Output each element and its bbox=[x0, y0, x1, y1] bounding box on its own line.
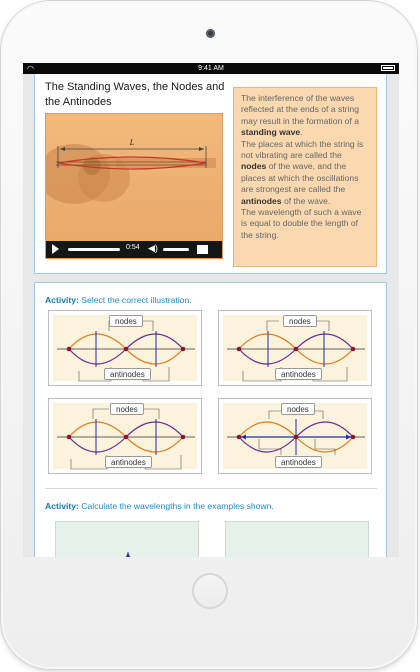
tablet-frame bbox=[1, 1, 417, 669]
seek-bar[interactable] bbox=[68, 248, 120, 251]
activity-text: Calculate the wavelengths in the examples shown. bbox=[81, 501, 274, 511]
play-icon[interactable] bbox=[52, 244, 59, 254]
lesson-title: The Standing Waves, the Nodes and the Antinodes bbox=[45, 81, 225, 108]
illustration-option-2[interactable] bbox=[218, 310, 372, 386]
example-1 bbox=[55, 521, 199, 557]
video-controls bbox=[46, 241, 222, 258]
activity-instruction bbox=[45, 501, 274, 511]
guitar-illustration bbox=[46, 114, 222, 242]
example-wave-diagram bbox=[56, 522, 199, 557]
info-term: antinodes bbox=[241, 195, 282, 206]
activity-prefix: Activity: bbox=[45, 295, 79, 305]
nodes-label: nodes bbox=[281, 403, 315, 415]
volume-icon[interactable]: ◀) bbox=[148, 243, 158, 253]
illustration-option-3[interactable] bbox=[48, 398, 202, 474]
video-player[interactable] bbox=[45, 113, 223, 259]
wifi-icon: ◠ bbox=[27, 64, 34, 73]
nodes-label: nodes bbox=[283, 315, 317, 327]
illustration-option-1[interactable] bbox=[48, 310, 202, 386]
illustration-option-4[interactable] bbox=[218, 398, 372, 474]
info-box bbox=[233, 87, 377, 267]
antinodes-label: antinodes bbox=[275, 368, 322, 380]
length-label: L bbox=[129, 138, 135, 147]
info-text: The interference of the waves reflected at the ends of a string may result in the formation of a bbox=[241, 93, 359, 126]
info-text: . bbox=[300, 127, 303, 138]
example-2 bbox=[225, 521, 369, 557]
antinodes-label: antinodes bbox=[275, 456, 322, 468]
lesson-panel bbox=[34, 74, 387, 274]
home-button[interactable] bbox=[192, 573, 228, 609]
nodes-label: nodes bbox=[109, 315, 143, 327]
antinodes-label: antinodes bbox=[104, 368, 151, 380]
fullscreen-icon[interactable] bbox=[197, 245, 208, 254]
screen bbox=[23, 63, 399, 557]
info-text: of the wave, and the places at which the oscillations are strongest are called the bbox=[241, 161, 359, 195]
status-bar bbox=[23, 63, 399, 74]
info-text: of the wave. bbox=[281, 195, 331, 206]
nodes-label: nodes bbox=[110, 403, 144, 415]
info-term: nodes bbox=[241, 161, 267, 172]
activity-prefix: Activity: bbox=[45, 501, 79, 511]
info-text: The wavelength of such a wave is equal to double the length of the string. bbox=[241, 207, 362, 240]
lesson-content[interactable] bbox=[23, 74, 399, 557]
divider bbox=[45, 488, 377, 489]
info-text: The places at which the string is not vibrating are called the bbox=[241, 138, 364, 161]
activity-panel bbox=[34, 282, 387, 557]
activity-instruction bbox=[45, 295, 192, 305]
antinodes-label: antinodes bbox=[105, 456, 152, 468]
volume-slider[interactable] bbox=[163, 248, 189, 251]
status-time: 9:41 AM bbox=[198, 65, 224, 72]
info-term: standing wave bbox=[241, 127, 301, 138]
example-wave-diagram bbox=[226, 522, 369, 557]
video-time: 0:54 bbox=[126, 244, 140, 251]
battery-icon bbox=[381, 65, 395, 71]
camera bbox=[206, 29, 215, 38]
activity-text: Select the correct illustration. bbox=[81, 295, 192, 305]
